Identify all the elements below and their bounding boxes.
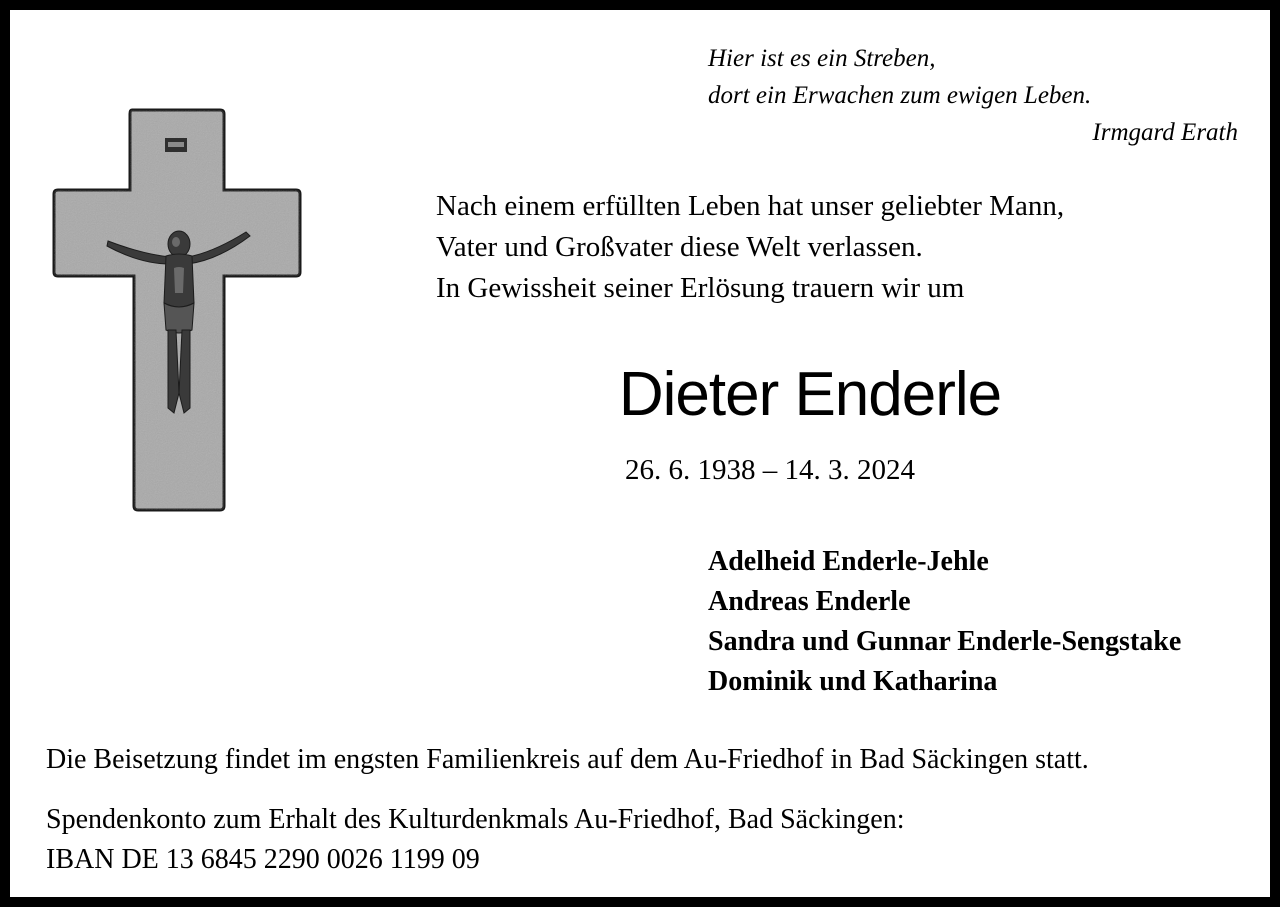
quote-line-1: Hier ist es ein Streben, — [708, 45, 936, 72]
mourner: Sandra und Gunnar Enderle-Sengstake — [708, 626, 1182, 657]
intro-line-3: In Gewissheit seiner Erlösung trauern wir um — [436, 272, 965, 304]
memorial-quote — [708, 40, 1248, 151]
donation-info — [46, 800, 1246, 880]
quote-line-2: dort ein Erwachen zum ewigen Leben. — [708, 82, 1092, 109]
intro-line-1: Nach einem erfüllten Leben hat unser geliebter Mann, — [436, 190, 1065, 222]
mourner: Adelheid Enderle-Jehle — [708, 546, 989, 577]
mourner: Dominik und Katharina — [708, 666, 998, 697]
intro-line-2: Vater und Großvater diese Welt verlassen. — [436, 231, 923, 263]
mourner: Andreas Enderle — [708, 586, 911, 617]
burial-notice: Die Beisetzung findet im engsten Familienkreis auf dem Au-Friedhof in Bad Säckingen statt. — [46, 744, 1089, 775]
mourners-list — [708, 542, 1268, 702]
crucifix-icon — [52, 108, 302, 513]
deceased-name: Dieter Enderle — [618, 360, 1002, 429]
intro-text — [436, 186, 1236, 309]
life-dates: 26. 6. 1938 – 14. 3. 2024 — [625, 454, 915, 486]
donation-line: Spendenkonto zum Erhalt des Kulturdenkmals Au-Friedhof, Bad Säckingen: — [46, 804, 905, 835]
iban: IBAN DE 13 6845 2290 0026 1199 09 — [46, 844, 480, 875]
quote-author: Irmgard Erath — [1092, 119, 1238, 146]
